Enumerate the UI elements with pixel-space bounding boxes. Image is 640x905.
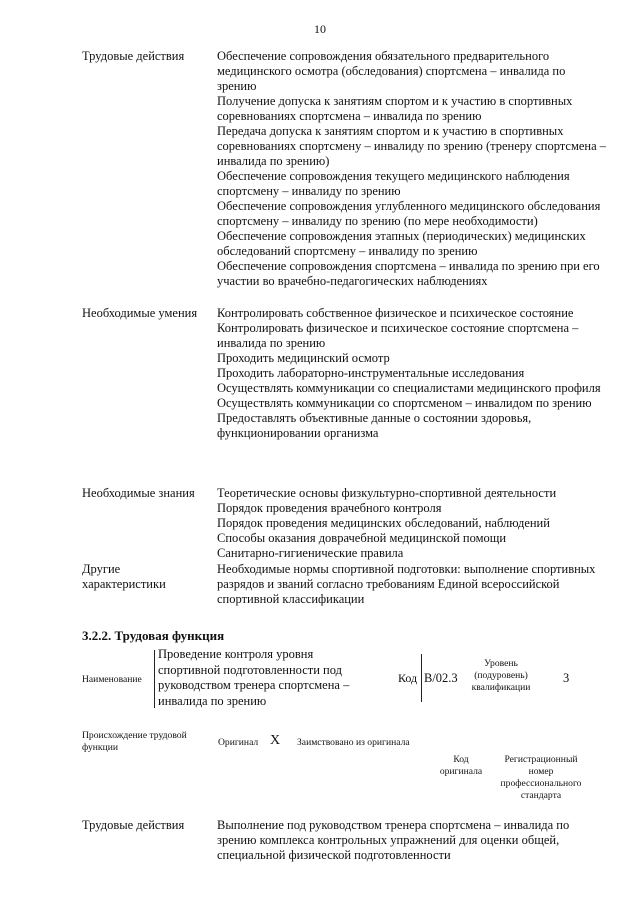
list-item: Контролировать собственное физическое и психическое состояние (217, 306, 574, 320)
list-item: Обеспечение сопровождения углубленного медицинского обследования спортсмену – инвалиду по зрению (по мере необходимости) (217, 199, 601, 228)
list-item: Выполнение под руководством тренера спортсмена – инвалида по зрению комплекса контрольных упражнений для оценки общей, специальной физической подготовленности (217, 818, 570, 862)
list-item: Осуществлять коммуникации со специалистами медицинского профиля (217, 381, 601, 395)
list-item: Необходимые нормы спортивной подготовки: выполнение спортивных разрядов и званий согласно требованиям Единой всероссийской спортивной классификации (217, 562, 596, 606)
code-divider (421, 654, 423, 702)
skills-list (217, 306, 607, 441)
name-divider (154, 650, 156, 708)
list-item: Порядок проведения врачебного контроля (217, 501, 442, 515)
code-label: Код (398, 671, 418, 685)
registration-number-label: Регистрационный номер профессионального стандарта (500, 754, 582, 801)
list-item: Контролировать физическое и психическое состояние спортсмена – инвалида по зрению (217, 321, 579, 350)
list-item: Проходить медицинский осмотр (217, 351, 390, 365)
original-mark: X (270, 733, 281, 748)
list-item: Обеспечение сопровождения обязательного предварительного медицинского осмотра (обследования) спортсмена – инвалида по зрению (217, 49, 566, 93)
function-name: Проведение контроля уровня спортивной подготовленности под руководством тренера спортсмена – инвалида по зрению (158, 647, 350, 708)
knowledge-list (217, 486, 607, 561)
labor-actions-list (217, 49, 607, 289)
function-heading: 3.2.2. Трудовая функция (82, 628, 225, 643)
code-value: B/02.3 (424, 671, 458, 685)
list-item: Способы оказания доврачебной медицинской помощи (217, 531, 507, 545)
list-item: Передача допуска к занятиям спортом и к участию в спортивных соревнованиях спортсмену – инвалиду по зрению (тренеру спортсмена – инвалида по зрению) (217, 124, 607, 168)
list-item: Проходить лабораторно-инструментальные исследования (217, 366, 525, 380)
list-item: Предоставлять объективные данные о состоянии здоровья, функционировании организма (217, 411, 532, 440)
row-label-labor-actions: Трудовые действия (82, 49, 185, 63)
list-item: Обеспечение сопровождения текущего медицинского наблюдения спортсмену – инвалиду по зрению (217, 169, 570, 198)
level-value: 3 (563, 671, 570, 685)
list-item: Обеспечение сопровождения этапных (периодических) медицинских обследований спортсмену – инвалиду по зрению (217, 229, 586, 258)
row-label-knowledge: Необходимые знания (82, 486, 195, 500)
list-item: Порядок проведения медицинских обследований, наблюдений (217, 516, 550, 530)
name-label: Наименование (82, 674, 142, 685)
labor-actions-list-2 (217, 818, 607, 863)
list-item: Санитарно-гигиенические правила (217, 546, 404, 560)
row-label-skills: Необходимые умения (82, 306, 198, 320)
row-label-labor-actions-2: Трудовые действия (82, 818, 185, 832)
list-item: Получение допуска к занятиям спортом и к участию в спортивных соревнованиях спортсмена – инвалида по зрению (217, 94, 573, 123)
other-list (217, 562, 607, 607)
origin-label: Происхождение трудовой функции (82, 730, 187, 753)
borrowed-label: Заимствовано из оригинала (297, 737, 410, 748)
list-item: Обеспечение сопровождения спортсмена – инвалида по зрению при его участии во врачебно-педагогических наблюдениях (217, 259, 600, 288)
original-label: Оригинал (218, 737, 259, 748)
list-item: Теоретические основы физкультурно-спортивной деятельности (217, 486, 557, 500)
page-number: 10 (314, 22, 326, 36)
original-code-label: Код оригинала (439, 754, 483, 777)
row-label-other: Другие характеристики (82, 562, 166, 591)
list-item: Осуществлять коммуникации со спортсменом – инвалидом по зрению (217, 396, 592, 410)
level-label: Уровень (подуровень) квалификации (471, 658, 531, 693)
